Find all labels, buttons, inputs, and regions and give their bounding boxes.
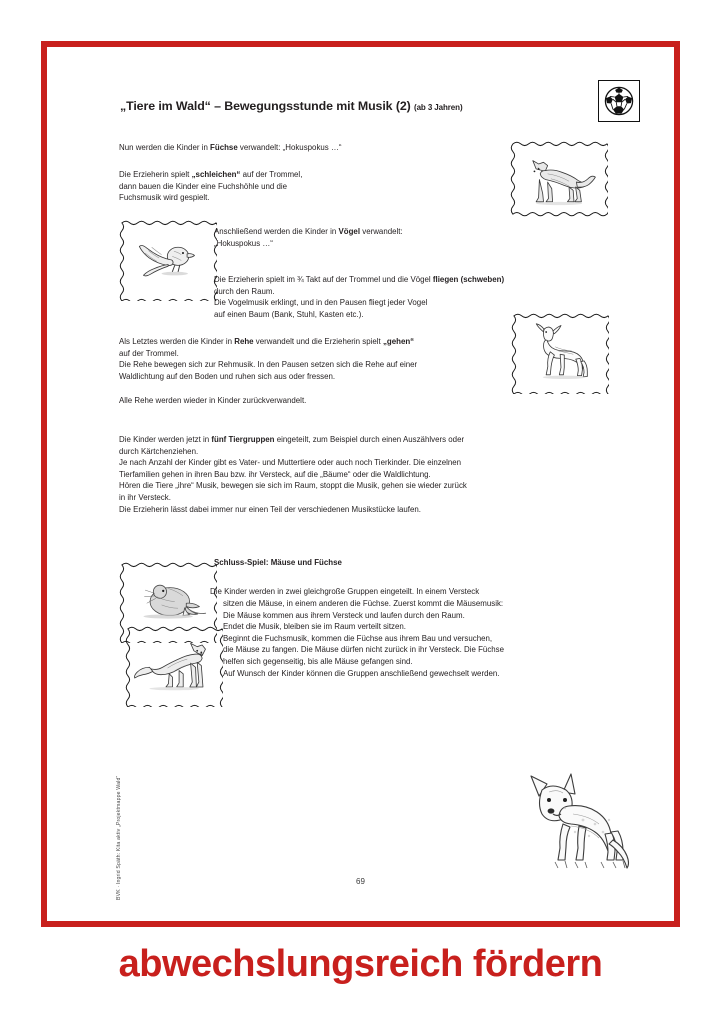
age-note: (ab 3 Jahren) (414, 103, 463, 112)
fox-crouch-drawing (133, 632, 215, 701)
fox-cub-illustration (509, 762, 649, 872)
paragraph-birds-intro: Anschließend werden die Kinder in Vögel verwandelt: „Hokuspokus …“ (214, 227, 403, 248)
paragraph-bird-activity: Die Erzieherin spielt im ¾ Takt auf der Trommel und die Vögel fliegen (schweben) durch den Raum. Die Vogelmusik erklingt, und in den Pausen fliegt jeder Vogel auf einen Baum (Bank, Stuhl, Kasten etc.). (214, 275, 505, 319)
worksheet-sheet (47, 47, 674, 921)
paragraph-final-game-intro: Die Kinder werden in zwei gleichgroße Gruppen eingeteilt. In einem Versteck (210, 587, 480, 596)
bird-drawing (127, 226, 209, 295)
soccer-ball-icon (603, 85, 635, 117)
bird-illustration (119, 219, 217, 301)
paragraph-deer-back: Alle Rehe werden wieder in Kinder zurückverwandelt. (119, 396, 307, 405)
paragraph-fox-activity: Die Erzieherin spielt „schleichen“ auf der Trommel, dann bauen die Kinder eine Fuchshöhle und die Fuchsmusik wird gespielt. (119, 170, 303, 203)
fox-drawing (518, 146, 600, 213)
paragraph-deer-activity: Als Letztes werden die Kinder in Rehe verwandelt und die Erzieherin spielt „gehen“ auf der Trommel. Die Rehe bewegen sich zur Rehmusik. In den Pausen setzen sich die Rehe auf einer Waldlichtung auf den Boden und ruhen sich aus oder fressen. (119, 337, 418, 381)
paragraph-animal-groups: Die Kinder werden jetzt in fünf Tiergruppen eingeteilt, zum Beispiel durch einen Auszählvers oder durch Kärtchenziehen. Je nach Anzahl der Kinder gibt es Vater- und Muttertiere oder auch noch Tierkinder. Die einzelnen Tierfamilien gehen in ihren Bau bzw. ihr Versteck, auf die „Bäume“ oder die Waldlichtung. Hören die Tiere „ihre“ Musik, bewegen sie sich im Raum, stoppt die Musik, gehen sie wieder zurück in ihr Versteck. Die Erzieherin lässt dabei immer nur einen Teil der verschiedenen Musikstücke laufen. (119, 435, 467, 514)
page-title-text: „Tiere im Wald“ – Bewegungsstunde mit Musik (2) (120, 99, 411, 113)
fox-standing-illustration (510, 140, 608, 220)
section-heading-final-game: Schluss-Spiel: Mäuse und Füchse (214, 558, 342, 567)
bottom-slogan: abwechslungsreich fördern (118, 943, 603, 985)
paragraph-final-game-rules: sitzen die Mäuse, in einem anderen die Füchse. Zuerst kommt die Mäusemusik: Die Mäuse kommen aus ihrem Versteck und laufen durch den Raum. Endet die Musik, bleiben sie im Raum verteilt sitzen. Beginnt die Fuchsmusik, kommen die Füchse aus ihrem Bau und versuchen, die Mäuse zu fangen. Die Mäuse dürfen nicht zurück in ihr Versteck. Die Füchse helfen sich gegenseitig, bis alle Mäuse gefangen sind. Auf Wunsch der Kinder können die Gruppen anschließend gewechselt werden. (223, 599, 505, 678)
bordered-page (41, 41, 680, 927)
page-number: 69 (356, 877, 365, 886)
page-title (120, 99, 463, 113)
fox-cub-drawing (509, 762, 649, 872)
soccer-ball-icon-box (598, 80, 640, 122)
fox-crouching-illustration (125, 625, 223, 707)
paragraph-foxes-intro: Nun werden die Kinder in Füchse verwandelt: „Hokuspokus …“ (119, 143, 342, 152)
publisher-credit: BVK · Ingrid Späth: Kita aktiv „Projektmappe Wald“ (116, 775, 122, 900)
